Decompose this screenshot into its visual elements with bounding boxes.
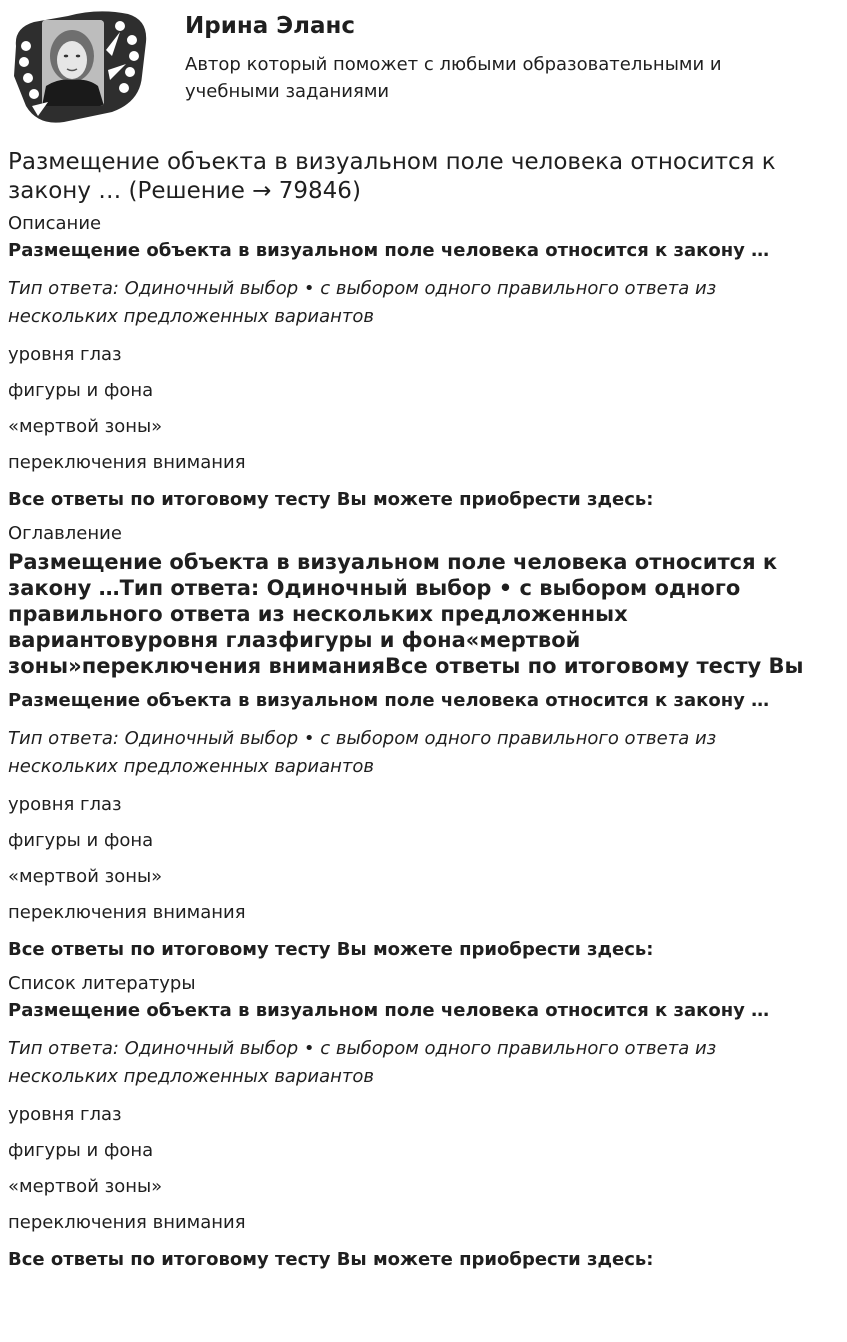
- question-title: Размещение объекта в визуальном поле человека относится к закону …: [8, 1000, 770, 1021]
- literature-section: [8, 972, 838, 1272]
- buy-answers-text: Все ответы по итоговому тесту Вы можете приобрести здесь:: [8, 489, 654, 510]
- buy-answers-text: Все ответы по итоговому тесту Вы можете приобрести здесь:: [8, 1249, 654, 1270]
- page-title: Размещение объекта в визуальном поле человека относится к закону … (Решение → 79846): [8, 149, 776, 204]
- answer-option: «мертвой зоны»: [8, 1176, 163, 1197]
- answer-option: уровня глаз: [8, 344, 122, 365]
- section-label-literature: Список литературы: [8, 973, 196, 994]
- question-title: Размещение объекта в визуальном поле человека относится к закону …: [8, 690, 770, 711]
- answer-type: Тип ответа: Одиночный выбор • с выбором одного правильного ответа из нескольких предложенных вариантов: [8, 728, 717, 777]
- toc-section: [8, 522, 838, 962]
- answer-option: фигуры и фона: [8, 830, 154, 851]
- answer-option: «мертвой зоны»: [8, 866, 163, 887]
- answer-option: переключения внимания: [8, 1212, 246, 1233]
- answer-option: уровня глаз: [8, 1104, 122, 1125]
- section-label-description: Описание: [8, 213, 102, 234]
- answer-option: фигуры и фона: [8, 1140, 154, 1161]
- answer-option: переключения внимания: [8, 902, 246, 923]
- answer-option: фигуры и фона: [8, 380, 154, 401]
- answer-option: «мертвой зоны»: [8, 416, 163, 437]
- answer-option: уровня глаз: [8, 794, 122, 815]
- answer-type: Тип ответа: Одиночный выбор • с выбором одного правильного ответа из нескольких предложенных вариантов: [8, 278, 717, 327]
- description-section: [8, 212, 838, 512]
- author-avatar[interactable]: [8, 6, 153, 126]
- answer-option: переключения внимания: [8, 452, 246, 473]
- page: [8, 0, 838, 1272]
- question-title: Размещение объекта в визуальном поле человека относится к закону …: [8, 240, 770, 261]
- section-label-toc: Оглавление: [8, 523, 122, 544]
- author-description: Автор который поможет с любыми образовательными и учебными заданиями: [185, 54, 722, 102]
- author-name[interactable]: Ирина Эланс: [185, 13, 356, 39]
- buy-answers-text: Все ответы по итоговому тесту Вы можете приобрести здесь:: [8, 939, 654, 960]
- answer-type: Тип ответа: Одиночный выбор • с выбором одного правильного ответа из нескольких предложенных вариантов: [8, 1038, 717, 1087]
- author-card: [8, 0, 838, 128]
- toc-summary: Размещение объекта в визуальном поле человека относится к закону …Тип ответа: Одиночный выбор • с выбором одного правильного ответа из нескольких предложенных вариантовуровня глазфигуры и фона«мертвой зоны»переключения вниманияВсе ответы по итоговому тесту Вы: [8, 550, 804, 678]
